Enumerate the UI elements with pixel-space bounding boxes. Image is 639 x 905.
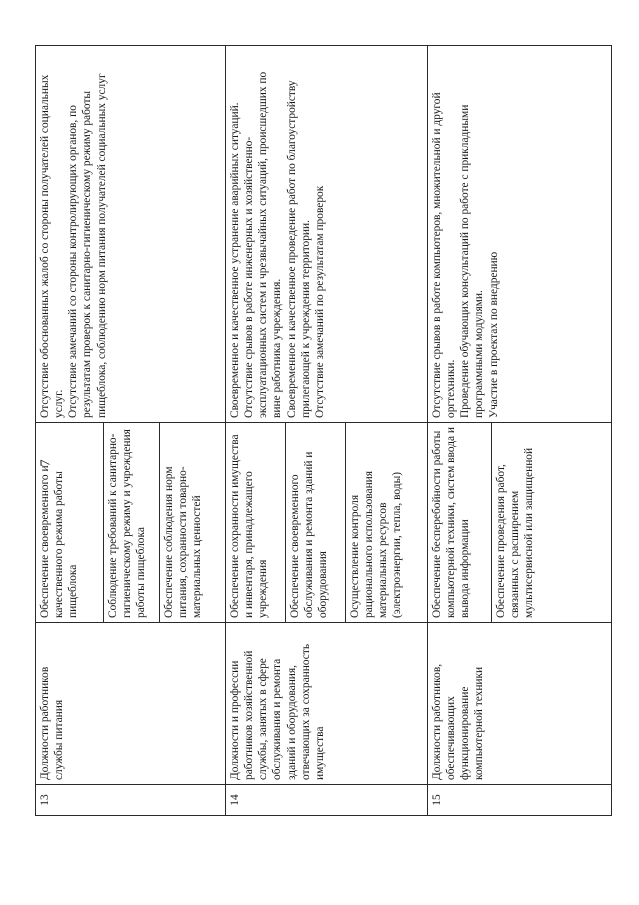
indicator-line: Своевременное и качественное проведение работ по благоустройству прилегающей к учреждения территории. [285,80,312,418]
indicator-line: Участие в проектах по внедрению [487,251,500,418]
task-cell: Обеспечение проведения работ, связанных с расширением мультисервисной или защищенной [492,423,612,623]
table-row [428,46,492,816]
page-number: 7 [38,459,54,467]
rotated-table-wrapper [35,46,611,816]
indicator-cell [226,46,428,423]
position-cell: Должности и профессии работников хозяйственной службы, занятых в сфере обслуживания и ремонта зданий и оборудования, отвечающих за сохранность имущества [226,623,428,785]
indicator-line: Своевременное и качественное устранение аварийных ситуаций. [229,102,241,418]
indicator-cell [36,46,226,423]
indicator-line: Отсутствие срывов в работе инженерных и хозяйственно-эксплуатационных систем и чрезвычайных ситуаций, происшедших по вине работника учреждения. [243,71,284,418]
indicator-line: Проведение обучающих консультаций по работе с прикладными программными модулями. [459,104,486,418]
position-cell: Должности работников службы питания [36,623,226,785]
task-cell: Обеспечение своевременного обслуживания и ремонта зданий и оборудования [286,423,346,623]
indicator-line: Отсутствие обоснованных жалоб со стороны получателей социальных услуг. [39,74,66,418]
indicator-line: Отсутствие срывов в работе компьютеров, множительной и другой оргтехники. [431,92,458,418]
indicator-line: Отсутствие замечаний по результатам проверок [313,185,326,418]
row-number: 15 [428,785,612,816]
indicator-cell [428,46,612,423]
criteria-table [35,45,612,816]
task-cell: Соблюдение требований к санитарно-гигиеническому режиму и учреждения работы пищеблока [104,423,160,623]
task-cell: Обеспечение соблюдения норм питания, сохранности товарно-материальных ценностей [160,423,226,623]
table-row [226,46,286,816]
task-cell: Обеспечение сохранности имущества и инвентаря, принадлежащего учреждения [226,423,286,623]
task-cell: Осуществление контроля рационального использования материальных ресурсов (электроэнергии, тепла, воды) [346,423,428,623]
row-number: 13 [36,785,226,816]
position-cell: Должности работников, обеспечивающих функционирование компьютерной техники [428,623,612,785]
task-cell: Обеспечение бесперебойности работы компьютерной техники, систем ввода и вывода информации [428,423,492,623]
row-number: 14 [226,785,428,816]
task-cell: Обеспечение своевременного и качественного режима работы пищеблока [36,423,104,623]
table-row [36,46,104,816]
indicator-line: Отсутствие замечаний со стороны контролирующих органов, по результатам проверок к санитарно-гигиеническому режиму работы пищеблока, соблюдению норм питания получателей социальных услуг [67,73,108,418]
